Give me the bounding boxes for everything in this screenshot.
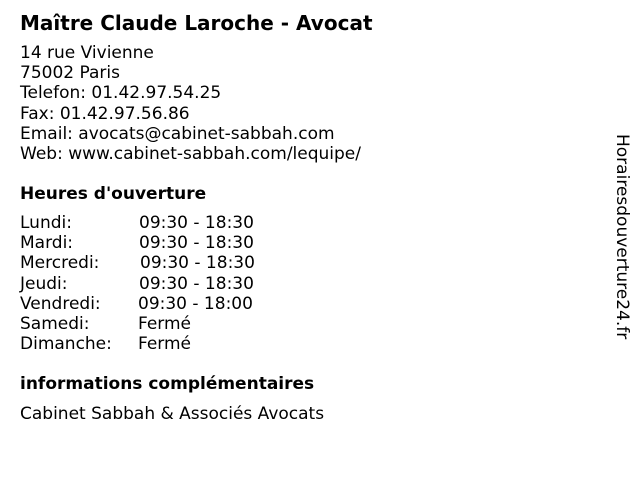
day-label: Mardi: — [20, 233, 74, 254]
hours-value: 09:30 - 18:30 — [139, 233, 254, 254]
address-street: 14 rue Vivienne — [20, 43, 154, 63]
day-label: Samedi: — [20, 313, 90, 334]
site-brand-text: Horairesdouverture24.fr — [612, 134, 632, 340]
site-brand-vertical — [609, 134, 635, 346]
business-title: Maître Claude Laroche - Avocat — [20, 11, 373, 35]
hours-row-friday — [20, 294, 280, 314]
hours-row-saturday — [20, 314, 280, 334]
hours-value: 09:30 - 18:00 — [138, 293, 253, 314]
hours-value: 09:30 - 18:30 — [139, 273, 254, 294]
hours-row-tuesday — [20, 233, 280, 253]
email-address: Email: avocats@cabinet-sabbah.com — [20, 123, 335, 144]
day-label: Jeudi: — [20, 273, 68, 294]
hours-row-monday — [20, 213, 280, 233]
day-label: Lundi: — [20, 213, 72, 233]
hours-row-thursday — [20, 274, 280, 294]
hours-row-wednesday — [20, 253, 280, 273]
address-city: 75002 Paris — [20, 63, 120, 84]
hours-value: Fermé — [138, 313, 192, 334]
hours-value: 09:30 - 18:30 — [139, 213, 254, 233]
contact-block — [20, 43, 361, 164]
additional-info-heading: informations complémentaires — [20, 374, 315, 394]
opening-hours-list — [20, 213, 280, 354]
day-label: Mercredi: — [20, 253, 100, 274]
day-label: Vendredi: — [20, 293, 101, 314]
hours-value: 09:30 - 18:30 — [140, 253, 255, 274]
additional-info-text: Cabinet Sabbah & Associés Avocats — [20, 404, 325, 424]
hours-row-sunday — [20, 334, 280, 354]
phone-number: Telefon: 01.42.97.54.25 — [20, 83, 222, 104]
opening-hours-heading: Heures d'ouverture — [20, 184, 207, 204]
day-label: Dimanche: — [20, 334, 112, 355]
website-address: Web: www.cabinet-sabbah.com/lequipe/ — [20, 144, 361, 165]
hours-value: Fermé — [138, 334, 192, 355]
fax-number: Fax: 01.42.97.56.86 — [20, 103, 190, 124]
